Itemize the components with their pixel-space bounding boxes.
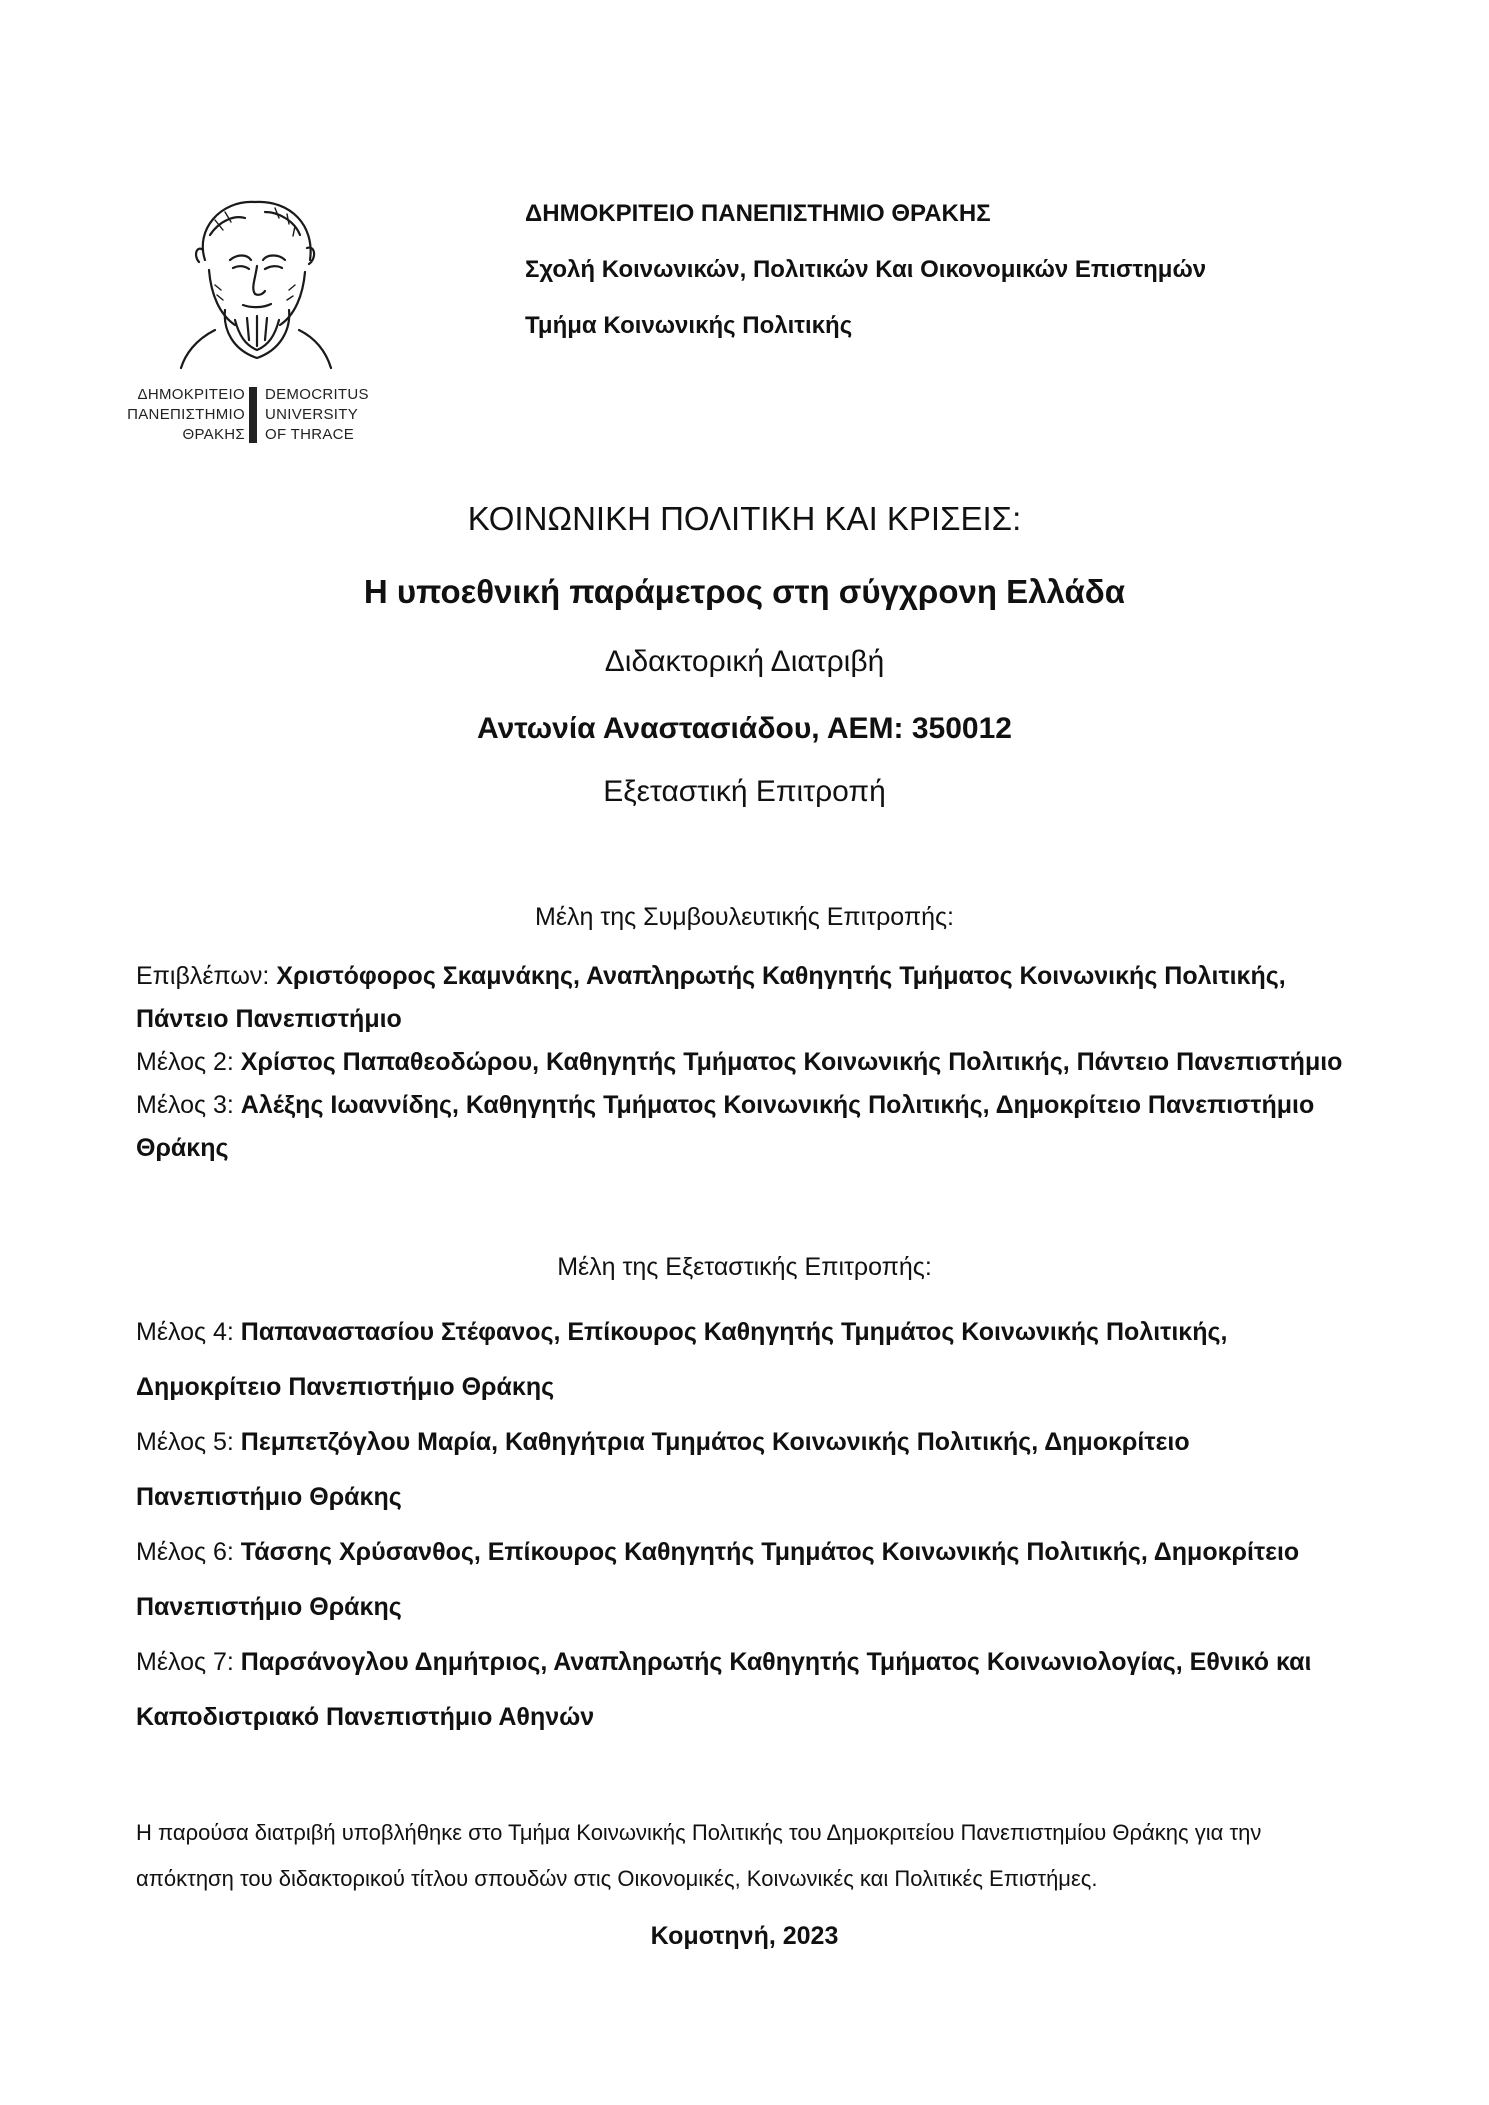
member-role: Επιβλέπων: bbox=[136, 962, 277, 990]
committee-member bbox=[136, 1635, 1361, 1745]
logo-greek-line: ΘΡΑΚΗΣ bbox=[182, 426, 245, 443]
logo-english-line: DEMOCRITUS bbox=[265, 386, 369, 403]
thesis-type: Διδακτορική Διατριβή bbox=[604, 645, 885, 678]
member-name: Αλέξης Ιωαννίδης, Καθηγητής Τμήματος Κοινωνικής Πολιτικής, Δημοκρίτειο Πανεπιστήμιο Θράκης bbox=[136, 1091, 1315, 1162]
thesis-subtitle: Η υποεθνική παράμετρος στη σύγχρονη Ελλάδα bbox=[363, 573, 1126, 610]
logo-english-name bbox=[265, 385, 369, 445]
member-role: Μέλος 5: bbox=[136, 1428, 241, 1456]
school-name: Σχολή Κοινωνικών, Πολιτικών Και Οικονομικών Επιστημών bbox=[525, 256, 1207, 283]
member-role: Μέλος 2: bbox=[136, 1048, 241, 1076]
member-name: Χριστόφορος Σκαμνάκης, Αναπληρωτής Καθηγητής Τμήματος Κοινωνικής Πολιτικής, Πάντειο Πανεπιστήμιο bbox=[136, 962, 1286, 1033]
logo-wordmark bbox=[115, 385, 395, 445]
member-role: Μέλος 7: bbox=[136, 1648, 241, 1676]
member-name: Πεμπετζόγλου Μαρία, Καθηγήτρια Τμημάτος Κοινωνικής Πολιτικής, Δημοκρίτειο Πανεπιστήμιο Θράκης bbox=[136, 1428, 1190, 1511]
thesis-title-main: ΚΟΙΝΩΝΙΚΗ ΠΟΛΙΤΙΚΗ ΚΑΙ ΚΡΙΣΕΙΣ: bbox=[467, 500, 1022, 537]
university-logo bbox=[115, 190, 395, 460]
place-and-date: Κομοτηνή, 2023 bbox=[650, 1922, 839, 1950]
member-role: Μέλος 3: bbox=[136, 1091, 241, 1119]
logo-greek-line: ΔΗΜΟΚΡΙΤΕΙΟ bbox=[137, 386, 245, 403]
logo-english-line: UNIVERSITY bbox=[265, 406, 359, 423]
examination-committee-heading: Μέλη της Εξεταστικής Επιτροπής: bbox=[557, 1253, 932, 1281]
examination-committee-list bbox=[136, 1305, 1361, 1745]
member-name: Παρσάνογλου Δημήτριος, Αναπληρωτής Καθηγητής Τμήματος Κοινωνιολογίας, Εθνικό και Καποδιστριακό Πανεπιστήμιο Αθηνών bbox=[136, 1648, 1312, 1731]
committee-member bbox=[136, 1525, 1361, 1635]
committee-member bbox=[136, 1041, 1361, 1084]
member-name: Χρίστος Παπαθεοδώρου, Καθηγητής Τμήματος Κοινωνικής Πολιτικής, Πάντειο Πανεπιστήμιο bbox=[240, 1048, 1343, 1076]
committee-member bbox=[136, 1415, 1361, 1525]
logo-greek-line: ΠΑΝΕΠΙΣΤΗΜΙΟ bbox=[127, 406, 245, 423]
committee-member bbox=[136, 1084, 1361, 1170]
member-role: Μέλος 6: bbox=[136, 1538, 241, 1566]
democritus-bust-icon bbox=[175, 190, 335, 370]
member-name: Παπαναστασίου Στέφανος, Επίκουρος Καθηγητής Τμημάτος Κοινωνικής Πολιτικής, Δημοκρίτειο Πανεπιστήμιο Θράκης bbox=[136, 1318, 1228, 1401]
member-role: Μέλος 4: bbox=[136, 1318, 241, 1346]
committee-heading: Εξεταστική Επιτροπή bbox=[603, 775, 886, 808]
department-name: Τμήμα Κοινωνικής Πολιτικής bbox=[525, 312, 853, 339]
logo-divider bbox=[249, 387, 257, 443]
committee-member bbox=[136, 1305, 1361, 1415]
submission-note: Η παρούσα διατριβή υποβλήθηκε στο Τμήμα Κοινωνικής Πολιτικής του Δημοκριτείου Πανεπιστημίου Θράκης για την απόκτηση του διδακτορικού τίτλου σπουδών στις Οικονομικές, Κοινωνικές και Πολιτικές Επιστήμες. bbox=[136, 1820, 1262, 1891]
member-name: Τάσσης Χρύσανθος, Επίκουρος Καθηγητής Τμημάτος Κοινωνικής Πολιτικής, Δημοκρίτειο Πανεπιστήμιο Θράκης bbox=[136, 1538, 1300, 1621]
author-line: Αντωνία Αναστασιάδου, ΑΕΜ: 350012 bbox=[477, 712, 1012, 745]
advisory-committee-list bbox=[136, 955, 1361, 1170]
advisory-committee-heading: Μέλη της Συμβουλευτικής Επιτροπής: bbox=[535, 903, 954, 931]
committee-member bbox=[136, 955, 1361, 1041]
logo-greek-name bbox=[127, 385, 245, 445]
university-name: ΔΗΜΟΚΡΙΤΕΙΟ ΠΑΝΕΠΙΣΤΗΜΙΟ ΘΡΑΚΗΣ bbox=[525, 200, 991, 227]
logo-english-line: OF THRACE bbox=[265, 426, 355, 443]
